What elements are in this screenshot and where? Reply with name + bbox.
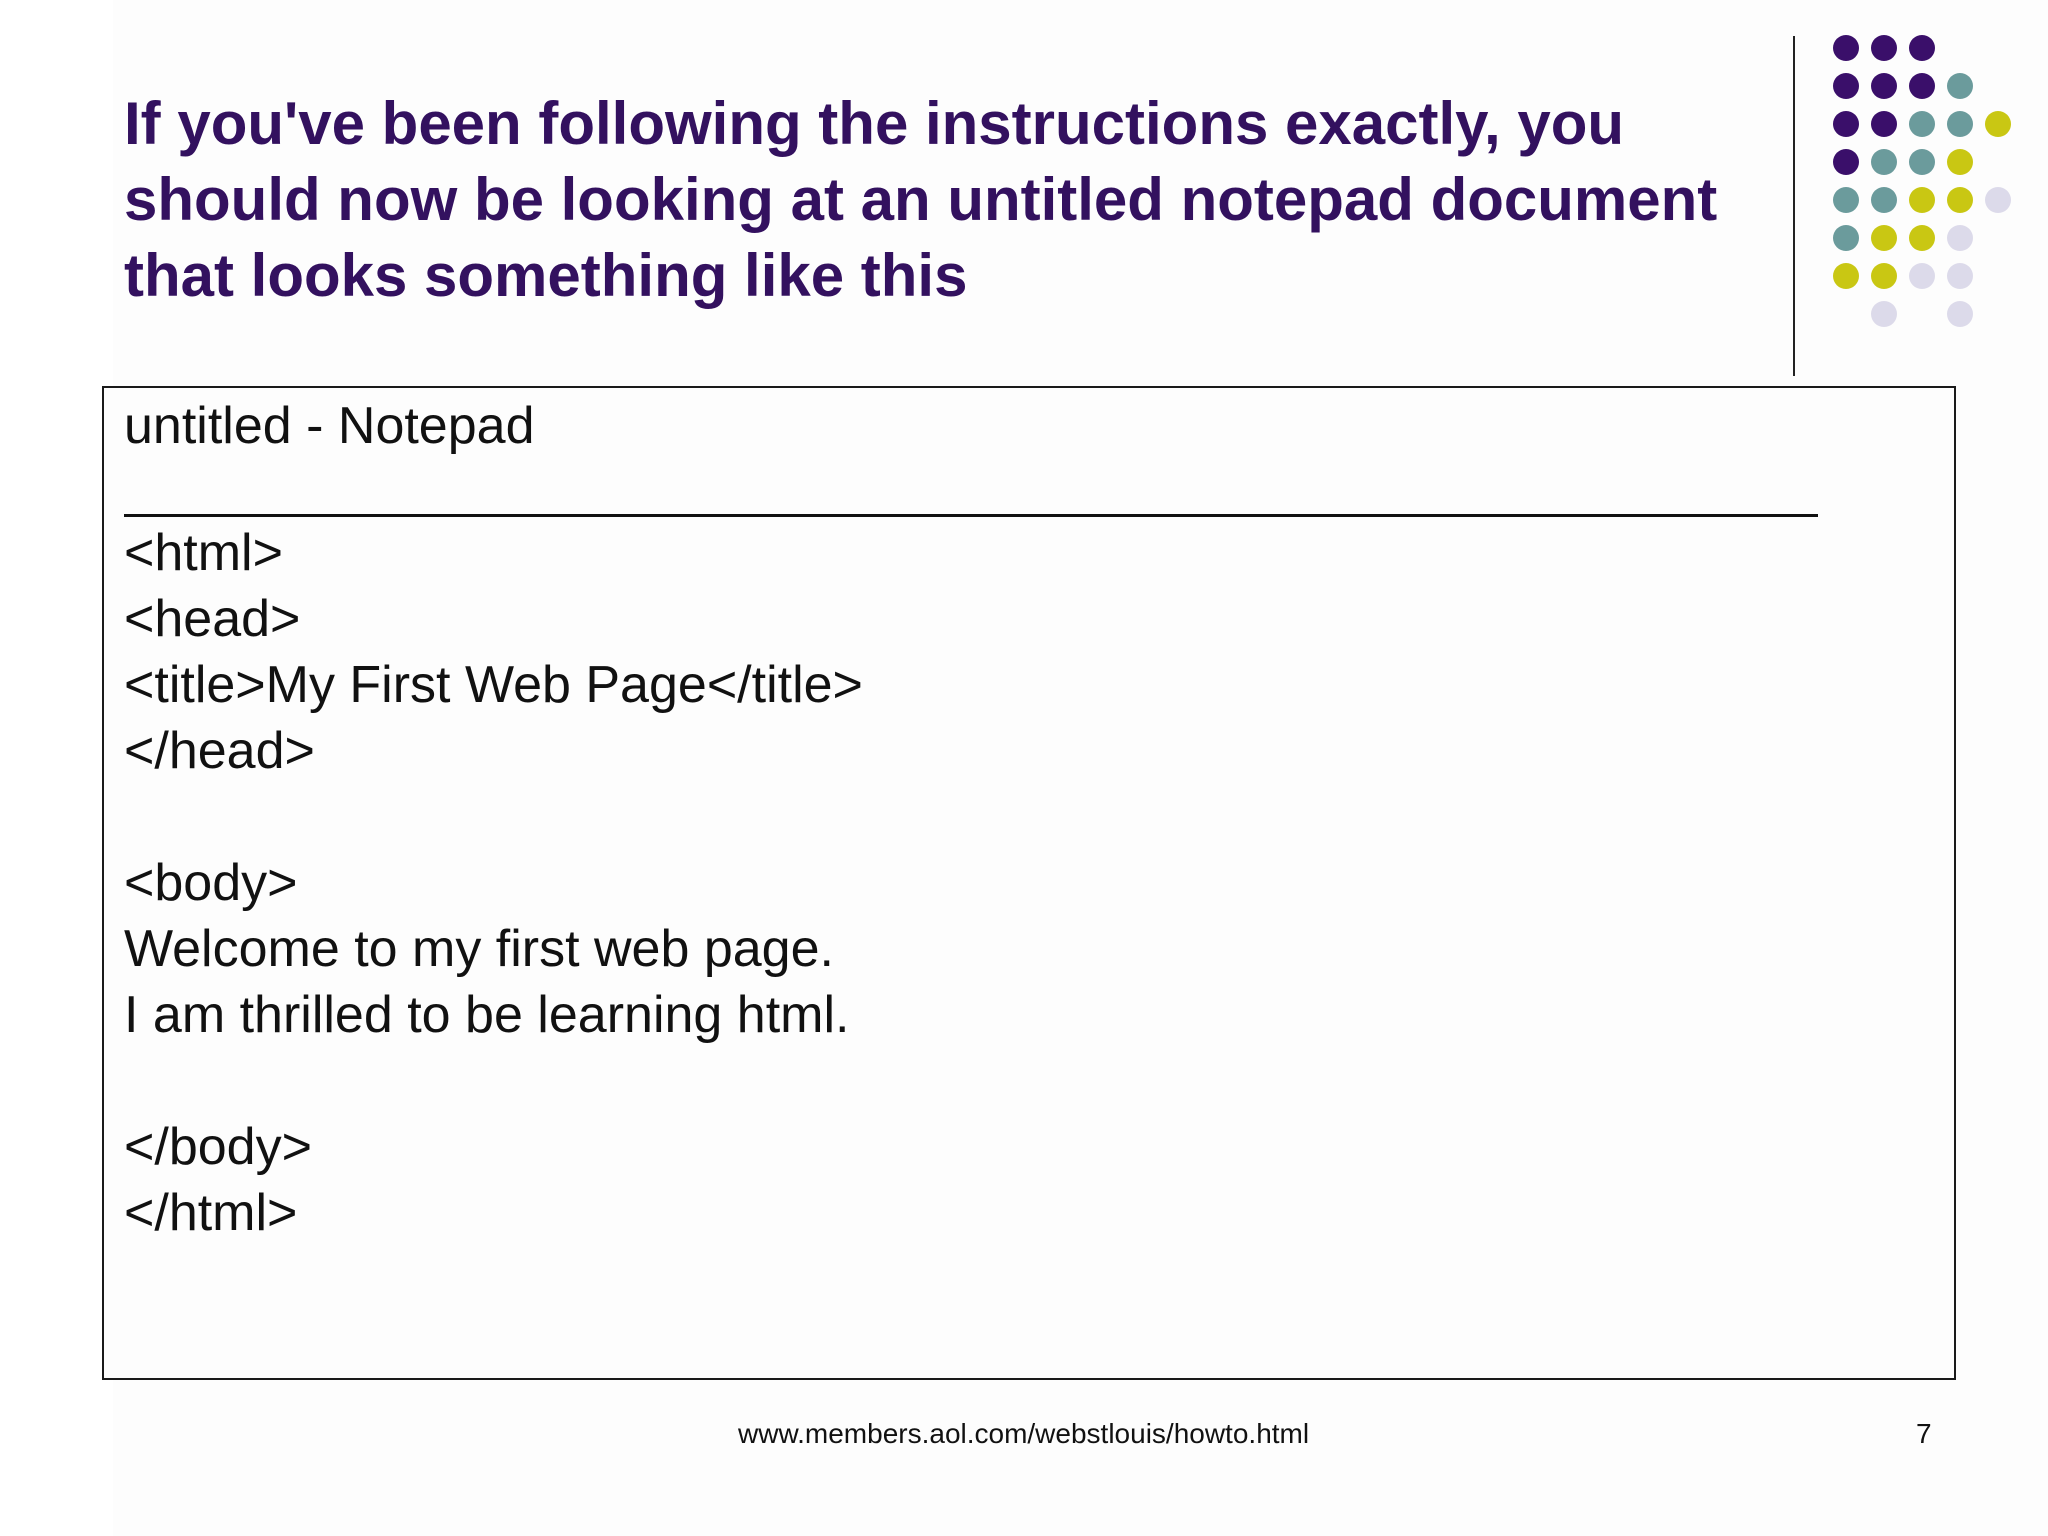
- notepad-line: <html>: [124, 524, 283, 582]
- notepad-line: I am thrilled to be learning html.: [124, 986, 850, 1044]
- vertical-divider: [1793, 36, 1795, 376]
- notepad-window: [102, 386, 1956, 1380]
- title-underline-rule: [124, 514, 1818, 517]
- notepad-line: <body>: [124, 854, 298, 912]
- notepad-line: Welcome to my first web page.: [124, 920, 834, 978]
- notepad-line: [124, 1048, 863, 1114]
- notepad-line: <title>My First Web Page</title>: [124, 656, 863, 714]
- notepad-line: [124, 784, 863, 850]
- notepad-line: <head>: [124, 590, 301, 648]
- footer-url: www.members.aol.com/webstlouis/howto.html: [738, 1418, 1310, 1449]
- page-number: 7: [1916, 1418, 1932, 1449]
- notepad-window-title: untitled - Notepad: [124, 397, 535, 455]
- notepad-text-content: [124, 520, 863, 1246]
- notepad-line: </html>: [124, 1184, 298, 1242]
- notepad-line: </head>: [124, 722, 315, 780]
- notepad-line: </body>: [124, 1118, 312, 1176]
- slide-title: If you've been following the instructions exactly, you should now be looking at an untitled notepad document that looks something like this: [124, 90, 1718, 309]
